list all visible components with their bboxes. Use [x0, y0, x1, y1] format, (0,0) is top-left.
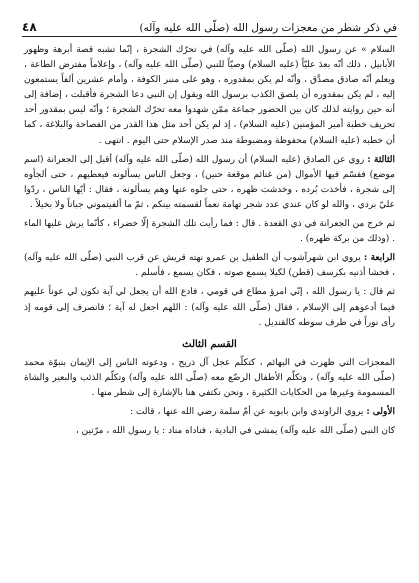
paragraph-5-text: ثم قال : يا رسول الله ، إنّي امرؤ مطاع في قومي ، فادع الله أن يجعل لي آية تكون لي عوناً عليهم فيما أدعوهم إلى الإسلام ، فقال (صلّى الله عليه وآله) : اللهم اجعل له آية ؛ فانصرف إلى قومه إذ رأى نوراً في طرف سوطه كالقنديل . [24, 287, 395, 328]
paragraph-2 [24, 153, 395, 213]
paragraph-4 [24, 251, 395, 281]
paragraph-7-lead: الأولى : [366, 406, 395, 417]
paragraph-8-text: كان النبي (صلّى الله عليه وآله) يمشي في البادية ، فناداه مناد : يا رسول الله ، مرّتين ، [75, 426, 395, 437]
paragraph-2-text: روي عن الصادق (عليه السلام) أن رسول الله (صلّى الله عليه وآله) أقبل إلى الجعرانة (اسم موضع) فقسّم فيها الأموال (من غنائم موقعة حنين) ، وجعل الناس يسألونه فيعطيهم ، حتى ألجأوه إلى شجرة ، فأخذت بُرده ، وخدشت ظهره ، حتى جلوه عنها وهم يسألونه ، فقال : أيّها الناس ، ردّوا عليّ بردي ، والله لو كان عندي عدد شجر تهامة نعماً لقسمته بينكم ، ثمّ ما ألفيتموني جباناً ولا بخيلاً . [24, 154, 395, 210]
paragraph-2-lead: الثالثة : [367, 154, 395, 165]
paragraph-3 [24, 217, 395, 247]
paragraph-7 [24, 405, 395, 420]
paragraph-1 [24, 43, 395, 149]
paragraph-5 [24, 285, 395, 330]
page-body [24, 43, 395, 439]
paragraph-8 [24, 424, 395, 439]
running-header [22, 14, 397, 37]
paragraph-6-text: المعجزات التي ظهرت في البهائم ، كتكلّم عجل آل ذريح ، ودعوته الناس إلى الإيمان بنبوّة محمد (صلّى الله عليه وآله) ، وتكلّم الأطفال الرضّع معه (صلّى الله عليه وآله) وتكلّم الذئب والبعير والشاة المسمومة وغيرها من الحكايات الكثيرة ، ونحن نكتفي هنا بالإشارة إلى شطر منها . [24, 357, 395, 398]
section-title: القسم الثالث [182, 338, 237, 350]
paragraph-4-lead: الرابعة : [363, 253, 395, 264]
paragraph-1-text: السلام » عن رسول الله (صلّى الله عليه وآله) في تحرّك الشجرة ، إنّما تشبه قصة أبرهة وظهور الأبابيل ، ذلك أنّه بعدَ عليّاً (عليه السلام) وصيّاً للنبي (صلّى الله عليه وآله) ، وإعلاماً مفترض الطاعة ، ويعلم أنّه صادق مصدَّق ، وأنّه لم يكن بمقدوره ، وهو على منبر الكوفة ، وأمام عشرين ألفاً يستمعون إليه ، لم يكن بمقدوره أن يلصق الكذب برسول الله ويقول إن النبي دعا الشجرة فأقبلت ، إضافة إلى أنه حين روايته لذلك كان بين الحضور جماعة ممّن شهدوا معه تحرّك الشجرة ؛ وأنّه ليس بمقدور أحد تحريف خطبة أمير المؤمنين (عليه السلام) ، إذ لم يكن أحد مثل هذا القدر من الفصاحة والبلاغة ، كما أن خطبه (عليه السلام) محفوظة ومضبوطة منذ صدر الإسلام حتى اليوم . انتهى . [24, 45, 395, 146]
page-number: ٤٨ [22, 20, 37, 34]
paragraph-3-text: ثم خرج من الجعرانة في ذي القعدة . قال : فما رأيت تلك الشجرة إلّا خضراء ، كأنّما يرش عليها الماء . (وذلك من بركة ظهره) . [24, 219, 395, 245]
paragraph-4-text: يروي ابن شهرآشوب أن الطفيل بن عمرو نهته قريش عن قرب النبي (صلّى الله عليه وآله) ، فحشا أذنيه بكرسف (قطن) لكيلا يسمع صوته ، فكان يسمع ، فأسلم . [24, 253, 395, 279]
paragraph-6 [24, 356, 395, 401]
header-title: في ذكر شطر من معجزات رسول الله (صلّى الله عليه وآله) [139, 22, 397, 34]
paragraph-7-text: يروي الراوندي وابن بابويه عن أمّ سلمة رضي الله عنها ، قالت : [130, 406, 364, 417]
